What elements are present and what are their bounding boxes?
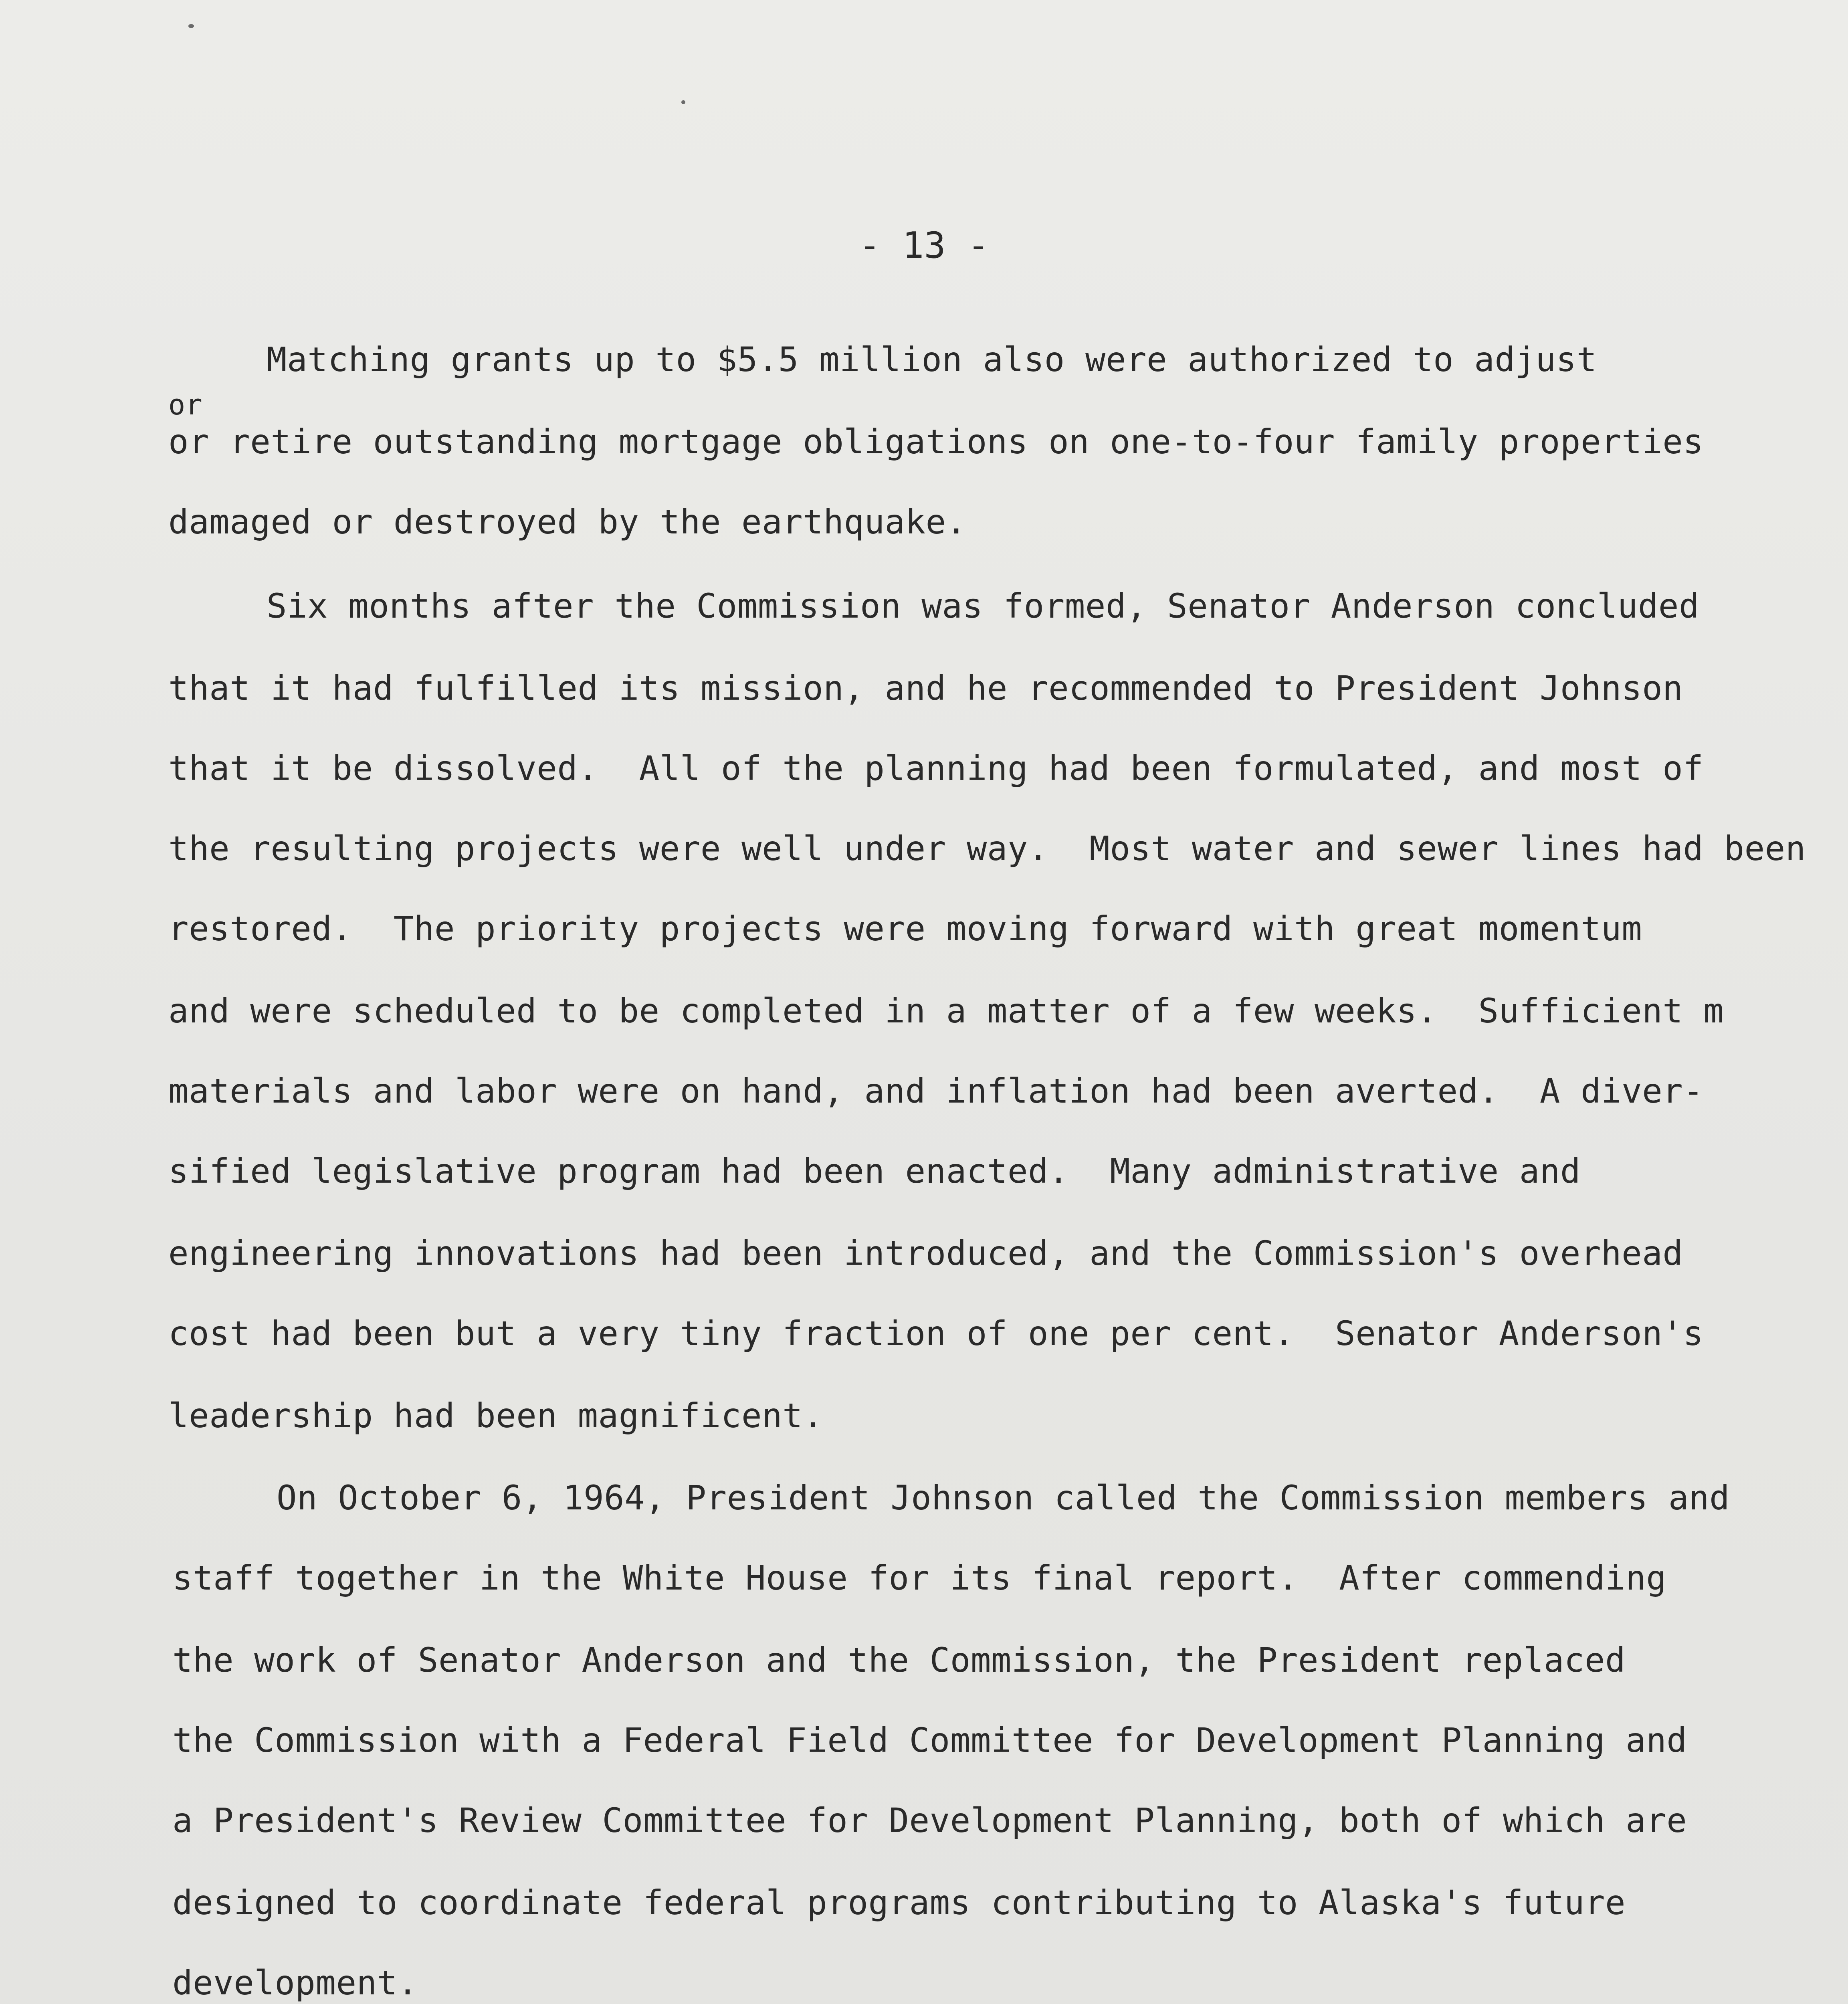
text-line: materials and labor were on hand, and inflation had been averted. A diver- — [168, 1071, 1704, 1111]
text-line: leadership had been magnificent. — [168, 1396, 824, 1435]
text-line: staff together in the White House for its final report. After commending — [172, 1558, 1667, 1598]
text-line: and were scheduled to be completed in a matter of a few weeks. Sufficient m — [168, 991, 1724, 1030]
text-line: or retire outstanding mortgage obligations on one-to-four family properties — [168, 422, 1704, 461]
text-line: designed to coordinate federal programs contributing to Alaska's future — [172, 1883, 1626, 1922]
text-line: Matching grants up to $5.5 million also were authorized to adjust — [267, 340, 1597, 379]
text-line-insert: or — [168, 388, 203, 421]
text-line: cost had been but a very tiny fraction of one per cent. Senator Anderson's — [168, 1314, 1704, 1353]
text-line: development. — [172, 1963, 418, 2002]
text-line: the work of Senator Anderson and the Commission, the President replaced — [172, 1640, 1626, 1680]
text-line: that it had fulfilled its mission, and he recommended to President Johnson — [168, 669, 1683, 708]
text-line: restored. The priority projects were moving forward with great momentum — [168, 909, 1642, 948]
text-line: that it be dissolved. All of the planning had been formulated, and most of — [168, 749, 1704, 788]
text-line: a President's Review Committee for Development Planning, both of which are — [172, 1801, 1687, 1840]
text-line: engineering innovations had been introduced, and the Commission's overhead — [168, 1234, 1683, 1273]
text-line: the resulting projects were well under way. Most water and sewer lines had been — [168, 829, 1806, 868]
text-line: Six months after the Commission was formed, Senator Anderson concluded — [267, 586, 1700, 626]
text-line: the Commission with a Federal Field Committee for Development Planning and — [172, 1721, 1687, 1760]
page-number: - 13 - — [858, 224, 990, 267]
scan-speck — [681, 100, 685, 104]
text-line: sified legislative program had been enacted. Many administrative and — [168, 1151, 1581, 1191]
scan-speck — [188, 24, 194, 28]
text-line: On October 6, 1964, President Johnson called the Commission members and — [277, 1478, 1730, 1517]
text-line: damaged or destroyed by the earthquake. — [168, 502, 967, 541]
